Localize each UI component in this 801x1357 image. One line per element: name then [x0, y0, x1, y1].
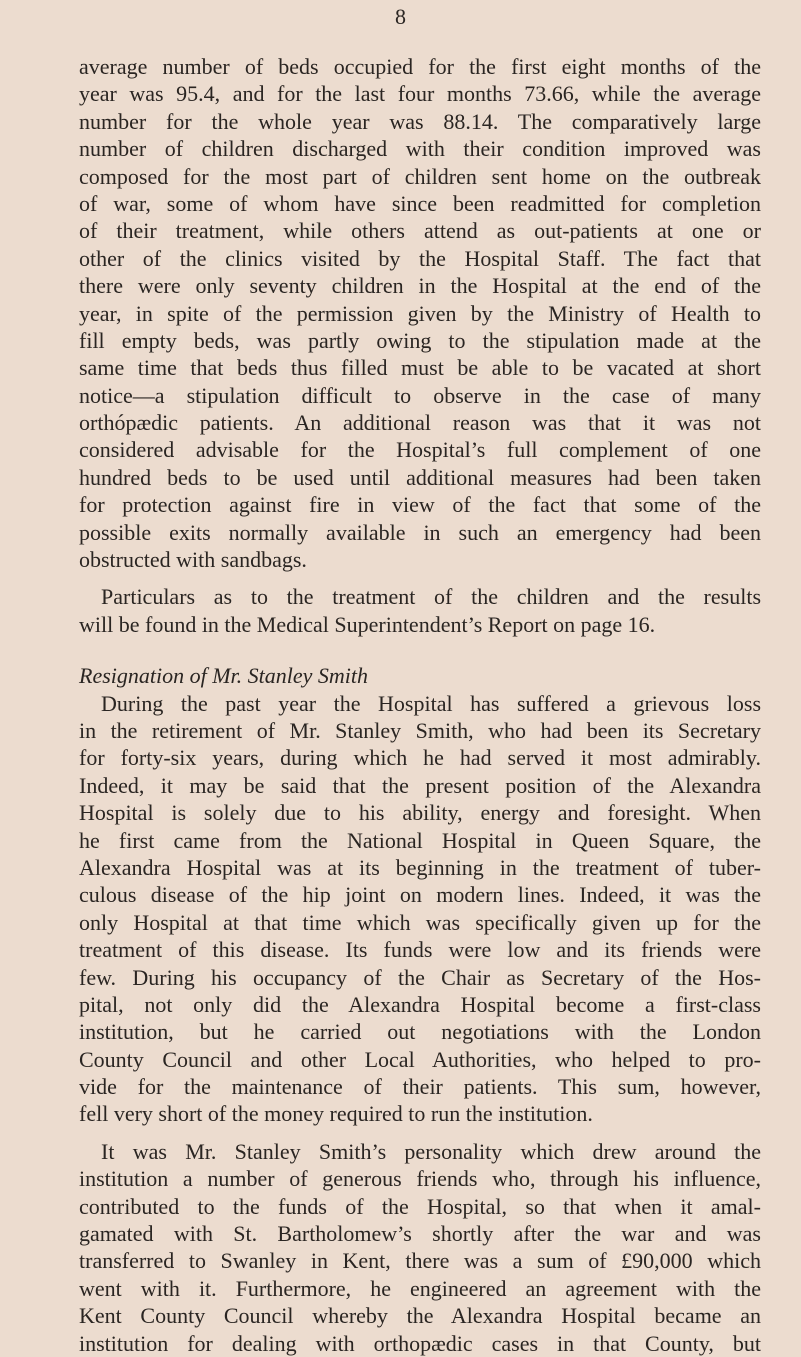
text-line: vide for the maintenance of their patients. This sum, however, [79, 1074, 761, 1100]
text-line: obstructed with sandbags. [79, 547, 307, 573]
text-line: culous disease of the hip joint on modern lines. Indeed, it was the [79, 882, 761, 908]
text-line: number of children discharged with their condition improved was [79, 136, 761, 162]
text-line: Alexandra Hospital was at its beginning in the treatment of tuber- [79, 854, 761, 880]
page-number: 8 [395, 4, 406, 29]
text-line: fell very short of the money required to run the institution. [79, 1101, 593, 1127]
paragraph [79, 1138, 761, 1357]
paragraph [79, 583, 761, 638]
text-line: of their treatment, while others attend as out-patients at one or [79, 218, 761, 244]
text-line: institution a number of generous friends who, through his influence, [79, 1166, 761, 1192]
spacer [79, 1128, 761, 1138]
text-line: few. During his occupancy of the Chair as Secretary of the Hos- [79, 964, 761, 990]
text-line: treatment of this disease. Its funds were low and its friends were [79, 937, 761, 963]
text-line: for forty-six years, during which he had served it most admirably. [79, 745, 761, 771]
text-line: During the past year the Hospital has suffered a grievous loss [101, 690, 761, 716]
text-line: there were only seventy children in the Hospital at the end of the [79, 273, 761, 299]
text-line: Kent County Council whereby the Alexandra Hospital became an [79, 1303, 761, 1329]
text-line: same time that beds thus filled must be able to be vacated at short [79, 355, 761, 381]
spacer [79, 573, 761, 583]
paragraph [79, 690, 761, 1128]
text-line: Hospital is solely due to his ability, energy and foresight. When [79, 800, 761, 826]
text-line: Particulars as to the treatment of the children and the results [101, 584, 761, 610]
text-line: he first came from the National Hospital in Queen Square, the [79, 827, 761, 853]
paragraph [79, 53, 761, 573]
text-line: went with it. Furthermore, he engineered an agreement with the [79, 1275, 761, 1301]
text-line: County Council and other Local Authorities, who helped to pro- [79, 1046, 761, 1072]
text-line: contributed to the funds of the Hospital, so that when it amal- [79, 1193, 761, 1219]
text-line: It was Mr. Stanley Smith’s personality which drew around the [101, 1138, 761, 1164]
text-line: number for the whole year was 88.14. The comparatively large [79, 108, 761, 134]
section-heading: Resignation of Mr. Stanley Smith [79, 663, 369, 689]
text-line: other of the clinics visited by the Hospital Staff. The fact that [79, 245, 761, 271]
text-line: gamated with St. Bartholomew’s shortly after the war and was [79, 1221, 761, 1247]
text-line: year was 95.4, and for the last four months 73.66, while the average [79, 81, 761, 107]
text-line: only Hospital at that time which was specifically given up for the [79, 909, 761, 935]
text-line: pital, not only did the Alexandra Hospital become a first-class [79, 991, 761, 1017]
text-line: hundred beds to be used until additional measures had been taken [79, 464, 761, 490]
text-line: year, in spite of the permission given by the Ministry of Health to [79, 300, 761, 326]
text-line: orthópædic patients. An additional reason was that it was not [79, 410, 761, 436]
text-line: for protection against fire in view of the fact that some of the [79, 492, 761, 518]
document-body [79, 53, 761, 1357]
text-line: composed for the most part of children sent home on the outbreak [79, 163, 761, 189]
text-line: notice—a stipulation difficult to observe in the case of many [79, 382, 761, 408]
text-line: Indeed, it may be said that the present position of the Alexandra [79, 772, 761, 798]
text-line: institution for dealing with orthopædic cases in that County, but [79, 1330, 761, 1356]
text-line: transferred to Swanley in Kent, there was a sum of £90,000 which [79, 1248, 761, 1274]
text-line: possible exits normally available in such an emergency had been [79, 519, 761, 545]
spacer [79, 638, 761, 662]
text-line: average number of beds occupied for the first eight months of the [79, 54, 761, 79]
text-line: institution, but he carried out negotiations with the London [79, 1019, 761, 1045]
text-line: of war, some of whom have since been readmitted for completion [79, 190, 761, 216]
text-line: fill empty beds, was partly owing to the stipulation made at the [79, 327, 761, 353]
text-line: considered advisable for the Hospital’s full complement of one [79, 437, 761, 463]
text-line: in the retirement of Mr. Stanley Smith, who had been its Secretary [79, 718, 761, 743]
text-line: will be found in the Medical Superintendent’s Report on page 16. [79, 611, 656, 637]
